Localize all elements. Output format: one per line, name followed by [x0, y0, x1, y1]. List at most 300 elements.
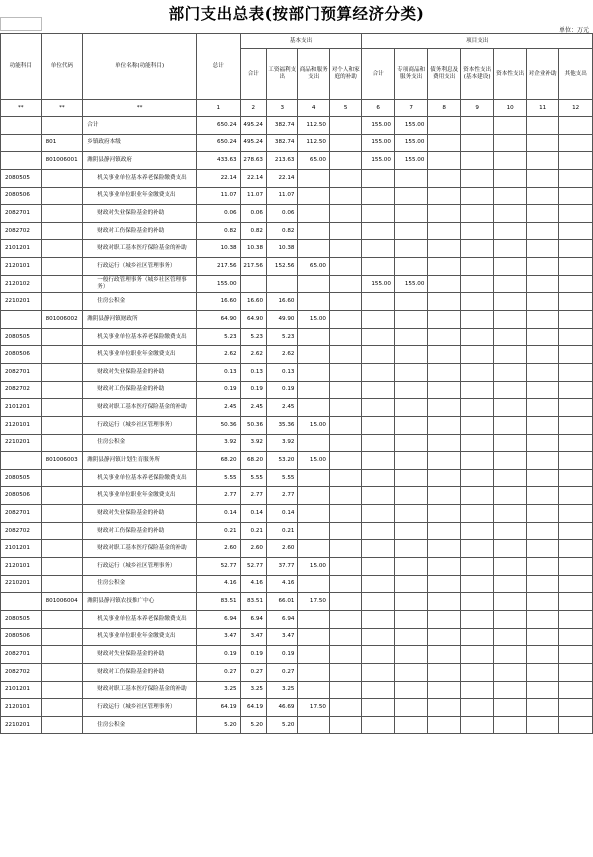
- value-cell: [559, 205, 593, 223]
- unit-name-cell: 财政对工伤保险基金的补助: [83, 381, 197, 399]
- value-cell: [559, 346, 593, 364]
- value-cell: [526, 452, 558, 470]
- value-cell: [526, 240, 558, 258]
- value-cell: 3.47: [196, 628, 240, 646]
- unit-code-cell: [41, 416, 83, 434]
- value-cell: [494, 134, 526, 152]
- value-cell: 11.07: [267, 187, 298, 205]
- header-unit-name: 单位名称(功能科目): [83, 34, 197, 100]
- unit-name-cell: 潍阴县静河镇财政所: [83, 311, 197, 329]
- table-row: [1, 610, 593, 628]
- value-cell: [394, 628, 428, 646]
- table-row: [1, 505, 593, 523]
- unit-name-cell: 机关事业单位基本养老保险缴费支出: [83, 169, 197, 187]
- unit-code-cell: [41, 117, 83, 135]
- value-cell: [559, 187, 593, 205]
- value-cell: [329, 628, 362, 646]
- unit-name-cell: 机关事业单位职业年金缴费支出: [83, 487, 197, 505]
- value-cell: 0.82: [240, 222, 266, 240]
- value-cell: [329, 275, 362, 293]
- value-cell: 155.00: [394, 134, 428, 152]
- value-cell: [526, 117, 558, 135]
- value-cell: 66.01: [267, 593, 298, 611]
- unit-name-cell: 住房公积金: [83, 575, 197, 593]
- value-cell: [362, 258, 394, 276]
- value-cell: 0.19: [240, 646, 266, 664]
- value-cell: [559, 399, 593, 417]
- unit-name-cell: 潍阴县静河镇农技推广中心: [83, 593, 197, 611]
- value-cell: [329, 152, 362, 170]
- value-cell: [362, 522, 394, 540]
- value-cell: [559, 240, 593, 258]
- value-cell: 0.13: [196, 363, 240, 381]
- value-cell: [526, 646, 558, 664]
- table-row: [1, 663, 593, 681]
- unit-code-cell: [41, 169, 83, 187]
- header-basic: 基本支出: [240, 34, 362, 49]
- value-cell: 2.62: [267, 346, 298, 364]
- value-cell: [526, 593, 558, 611]
- value-cell: 0.27: [196, 663, 240, 681]
- value-cell: [428, 663, 460, 681]
- value-cell: [494, 240, 526, 258]
- table-row: [1, 558, 593, 576]
- value-cell: [329, 134, 362, 152]
- value-cell: [559, 469, 593, 487]
- value-cell: [494, 558, 526, 576]
- value-cell: [559, 575, 593, 593]
- func-code-cell: 2120101: [1, 258, 42, 276]
- index-cell: **: [41, 100, 83, 117]
- unit-code-cell: 801: [41, 134, 83, 152]
- value-cell: 6.94: [240, 610, 266, 628]
- value-cell: 0.13: [240, 363, 266, 381]
- value-cell: [298, 487, 329, 505]
- table-row: [1, 487, 593, 505]
- func-code-cell: 2120101: [1, 558, 42, 576]
- value-cell: 68.20: [196, 452, 240, 470]
- value-cell: [526, 134, 558, 152]
- value-cell: [494, 363, 526, 381]
- value-cell: [460, 663, 494, 681]
- value-cell: 4.16: [267, 575, 298, 593]
- value-cell: [329, 169, 362, 187]
- value-cell: [298, 293, 329, 311]
- value-cell: [494, 275, 526, 293]
- unit-label: 单位：万元: [558, 27, 589, 34]
- value-cell: 22.14: [196, 169, 240, 187]
- value-cell: 16.60: [196, 293, 240, 311]
- value-cell: [298, 716, 329, 734]
- func-code-cell: [1, 452, 42, 470]
- value-cell: [298, 275, 329, 293]
- value-cell: 35.36: [267, 416, 298, 434]
- value-cell: 64.19: [240, 699, 266, 717]
- unit-name-cell: 潍阴县静河镇计划生育服务所: [83, 452, 197, 470]
- unit-name-cell: 行政运行（城乡社区管理事务）: [83, 699, 197, 717]
- value-cell: 152.56: [267, 258, 298, 276]
- value-cell: [394, 363, 428, 381]
- value-cell: [362, 222, 394, 240]
- value-cell: [494, 311, 526, 329]
- value-cell: 2.77: [240, 487, 266, 505]
- unit-code-cell: [41, 575, 83, 593]
- header-basic-total: 合计: [240, 49, 266, 100]
- unit-name-cell: 机关事业单位基本养老保险缴费支出: [83, 328, 197, 346]
- func-code-cell: 2080506: [1, 346, 42, 364]
- value-cell: [494, 169, 526, 187]
- func-code-cell: 2080506: [1, 628, 42, 646]
- table-row: [1, 416, 593, 434]
- value-cell: [394, 399, 428, 417]
- value-cell: [298, 663, 329, 681]
- value-cell: 3.25: [240, 681, 266, 699]
- func-code-cell: 2101201: [1, 681, 42, 699]
- unit-code-cell: [41, 522, 83, 540]
- value-cell: [494, 646, 526, 664]
- value-cell: 64.90: [240, 311, 266, 329]
- value-cell: [460, 522, 494, 540]
- value-cell: [559, 134, 593, 152]
- func-code-cell: 2210201: [1, 434, 42, 452]
- value-cell: [428, 469, 460, 487]
- value-cell: [298, 469, 329, 487]
- value-cell: [298, 399, 329, 417]
- func-code-cell: 2082702: [1, 222, 42, 240]
- value-cell: [526, 293, 558, 311]
- value-cell: 0.19: [196, 646, 240, 664]
- value-cell: [298, 363, 329, 381]
- value-cell: [559, 716, 593, 734]
- value-cell: 155.00: [362, 275, 394, 293]
- value-cell: [428, 381, 460, 399]
- unit-name-cell: 行政运行（城乡社区管理事务）: [83, 558, 197, 576]
- value-cell: [460, 487, 494, 505]
- value-cell: [559, 540, 593, 558]
- value-cell: [559, 628, 593, 646]
- value-cell: [394, 469, 428, 487]
- value-cell: 0.14: [196, 505, 240, 523]
- value-cell: [559, 663, 593, 681]
- value-cell: [428, 434, 460, 452]
- value-cell: [362, 187, 394, 205]
- unit-name-cell: 机关事业单位职业年金缴费支出: [83, 187, 197, 205]
- value-cell: [362, 169, 394, 187]
- value-cell: 5.23: [267, 328, 298, 346]
- value-cell: 155.00: [362, 152, 394, 170]
- unit-code-cell: [41, 646, 83, 664]
- unit-code-cell: [41, 681, 83, 699]
- table-row: [1, 346, 593, 364]
- value-cell: [329, 469, 362, 487]
- value-cell: 16.60: [240, 293, 266, 311]
- value-cell: [362, 610, 394, 628]
- value-cell: [460, 540, 494, 558]
- value-cell: [329, 293, 362, 311]
- value-cell: [428, 222, 460, 240]
- value-cell: [460, 593, 494, 611]
- unit-name-cell: 潍阴县静河镇政府: [83, 152, 197, 170]
- header-project-special: 专项商品和服务支出: [394, 49, 428, 100]
- value-cell: [494, 293, 526, 311]
- value-cell: 49.90: [267, 311, 298, 329]
- value-cell: 0.27: [267, 663, 298, 681]
- unit-code-cell: [41, 399, 83, 417]
- value-cell: [329, 205, 362, 223]
- func-code-cell: [1, 311, 42, 329]
- value-cell: [394, 558, 428, 576]
- value-cell: 2.45: [267, 399, 298, 417]
- unit-code-cell: [41, 434, 83, 452]
- value-cell: 4.16: [196, 575, 240, 593]
- value-cell: [394, 328, 428, 346]
- value-cell: [329, 540, 362, 558]
- func-code-cell: 2080506: [1, 187, 42, 205]
- value-cell: [394, 487, 428, 505]
- unit-code-cell: [41, 240, 83, 258]
- value-cell: 0.19: [267, 646, 298, 664]
- value-cell: 16.60: [267, 293, 298, 311]
- value-cell: [559, 558, 593, 576]
- value-cell: [460, 628, 494, 646]
- value-cell: [428, 293, 460, 311]
- value-cell: [298, 522, 329, 540]
- value-cell: [460, 311, 494, 329]
- value-cell: [526, 487, 558, 505]
- unit-code-cell: [41, 469, 83, 487]
- unit-name-cell: 住房公积金: [83, 434, 197, 452]
- value-cell: [394, 699, 428, 717]
- unit-name-cell: 行政运行（城乡社区管理事务）: [83, 258, 197, 276]
- value-cell: 5.20: [267, 716, 298, 734]
- value-cell: [460, 275, 494, 293]
- unit-code-cell: [41, 628, 83, 646]
- value-cell: [526, 716, 558, 734]
- value-cell: 2.62: [240, 346, 266, 364]
- value-cell: [494, 610, 526, 628]
- value-cell: 3.92: [240, 434, 266, 452]
- value-cell: [428, 522, 460, 540]
- value-cell: [428, 399, 460, 417]
- value-cell: [298, 205, 329, 223]
- value-cell: [428, 699, 460, 717]
- unit-name-cell: 财政对失业保险基金的补助: [83, 205, 197, 223]
- unit-name-cell: 乡镇政府本级: [83, 134, 197, 152]
- value-cell: 5.23: [196, 328, 240, 346]
- value-cell: [460, 152, 494, 170]
- value-cell: [494, 522, 526, 540]
- unit-code-cell: 801006001: [41, 152, 83, 170]
- value-cell: [494, 205, 526, 223]
- value-cell: 15.00: [298, 416, 329, 434]
- value-cell: [298, 505, 329, 523]
- table-row: [1, 205, 593, 223]
- header-basic-salary: 工资福利支出: [267, 49, 298, 100]
- value-cell: [559, 610, 593, 628]
- value-cell: 6.94: [196, 610, 240, 628]
- value-cell: [394, 169, 428, 187]
- value-cell: [494, 222, 526, 240]
- table-row: [1, 646, 593, 664]
- value-cell: 217.56: [196, 258, 240, 276]
- unit-code-cell: [41, 505, 83, 523]
- value-cell: [526, 275, 558, 293]
- value-cell: 65.00: [298, 152, 329, 170]
- value-cell: 0.19: [267, 381, 298, 399]
- header-total: 总计: [196, 34, 240, 100]
- value-cell: 5.23: [240, 328, 266, 346]
- value-cell: [559, 117, 593, 135]
- value-cell: 11.07: [196, 187, 240, 205]
- unit-code-cell: [41, 487, 83, 505]
- value-cell: [428, 681, 460, 699]
- value-cell: [394, 346, 428, 364]
- value-cell: [329, 258, 362, 276]
- unit-name-cell: 财政对失业保险基金的补助: [83, 646, 197, 664]
- index-cell: 5: [329, 100, 362, 117]
- value-cell: [460, 399, 494, 417]
- value-cell: [394, 522, 428, 540]
- value-cell: [362, 416, 394, 434]
- table-row: [1, 363, 593, 381]
- value-cell: 83.51: [196, 593, 240, 611]
- value-cell: [494, 452, 526, 470]
- value-cell: [394, 416, 428, 434]
- value-cell: 0.21: [267, 522, 298, 540]
- value-cell: [329, 505, 362, 523]
- value-cell: [428, 575, 460, 593]
- value-cell: [362, 452, 394, 470]
- value-cell: [526, 399, 558, 417]
- header-project: 项目支出: [362, 34, 593, 49]
- value-cell: [559, 646, 593, 664]
- header-project-total: 合计: [362, 49, 394, 100]
- value-cell: [362, 646, 394, 664]
- value-cell: [362, 205, 394, 223]
- value-cell: [329, 222, 362, 240]
- value-cell: [559, 434, 593, 452]
- unit-name-cell: 行政运行（城乡社区管理事务）: [83, 416, 197, 434]
- value-cell: [428, 152, 460, 170]
- value-cell: [460, 117, 494, 135]
- value-cell: [460, 699, 494, 717]
- value-cell: 3.47: [267, 628, 298, 646]
- value-cell: [428, 134, 460, 152]
- value-cell: [494, 593, 526, 611]
- index-cell: 6: [362, 100, 394, 117]
- value-cell: [526, 558, 558, 576]
- value-cell: [526, 663, 558, 681]
- unit-name-cell: 财政对工伤保险基金的补助: [83, 663, 197, 681]
- func-code-cell: [1, 134, 42, 152]
- value-cell: [428, 610, 460, 628]
- table-row: [1, 628, 593, 646]
- value-cell: 650.24: [196, 134, 240, 152]
- value-cell: [329, 187, 362, 205]
- value-cell: [298, 169, 329, 187]
- value-cell: 0.06: [240, 205, 266, 223]
- value-cell: [362, 663, 394, 681]
- value-cell: [428, 187, 460, 205]
- header-func-code: 功能科目: [1, 34, 42, 100]
- unit-code-cell: [41, 610, 83, 628]
- value-cell: [526, 381, 558, 399]
- unit-name-cell: 财政对职工基本医疗保险基金的补助: [83, 399, 197, 417]
- value-cell: [460, 452, 494, 470]
- value-cell: 11.07: [240, 187, 266, 205]
- value-cell: [526, 699, 558, 717]
- value-cell: 0.13: [267, 363, 298, 381]
- value-cell: [460, 716, 494, 734]
- value-cell: 278.63: [240, 152, 266, 170]
- value-cell: [559, 258, 593, 276]
- value-cell: [559, 311, 593, 329]
- table-row: [1, 540, 593, 558]
- table-row: [1, 381, 593, 399]
- table-row: [1, 258, 593, 276]
- value-cell: [526, 258, 558, 276]
- value-cell: [526, 169, 558, 187]
- value-cell: 2.45: [240, 399, 266, 417]
- value-cell: [362, 558, 394, 576]
- unit-code-cell: [41, 663, 83, 681]
- table-row: [1, 222, 593, 240]
- value-cell: 2.77: [196, 487, 240, 505]
- value-cell: [526, 328, 558, 346]
- value-cell: [329, 663, 362, 681]
- index-cell: 11: [526, 100, 558, 117]
- unit-code-cell: [41, 275, 83, 293]
- value-cell: [460, 469, 494, 487]
- value-cell: [240, 275, 266, 293]
- index-cell: 2: [240, 100, 266, 117]
- value-cell: [526, 575, 558, 593]
- index-cell: 12: [559, 100, 593, 117]
- value-cell: [494, 469, 526, 487]
- value-cell: 46.69: [267, 699, 298, 717]
- column-index-row: [1, 100, 593, 117]
- value-cell: [428, 505, 460, 523]
- value-cell: 4.16: [240, 575, 266, 593]
- unit-name-cell: 住房公积金: [83, 716, 197, 734]
- value-cell: [494, 487, 526, 505]
- unit-code-cell: [41, 328, 83, 346]
- value-cell: [362, 311, 394, 329]
- func-code-cell: 2080505: [1, 169, 42, 187]
- value-cell: [362, 434, 394, 452]
- header-project-capital: 资本性支出: [494, 49, 526, 100]
- value-cell: [329, 399, 362, 417]
- value-cell: [329, 328, 362, 346]
- value-cell: [494, 187, 526, 205]
- value-cell: 2.77: [267, 487, 298, 505]
- value-cell: 155.00: [394, 117, 428, 135]
- value-cell: [494, 699, 526, 717]
- unit-name-cell: 住房公积金: [83, 293, 197, 311]
- value-cell: 2.45: [196, 399, 240, 417]
- table-row: [1, 117, 593, 135]
- value-cell: 155.00: [362, 117, 394, 135]
- func-code-cell: 2080505: [1, 469, 42, 487]
- index-cell: 9: [460, 100, 494, 117]
- value-cell: 52.77: [240, 558, 266, 576]
- func-code-cell: 2082701: [1, 505, 42, 523]
- value-cell: [362, 505, 394, 523]
- value-cell: [526, 346, 558, 364]
- value-cell: [394, 593, 428, 611]
- value-cell: [494, 681, 526, 699]
- value-cell: [362, 240, 394, 258]
